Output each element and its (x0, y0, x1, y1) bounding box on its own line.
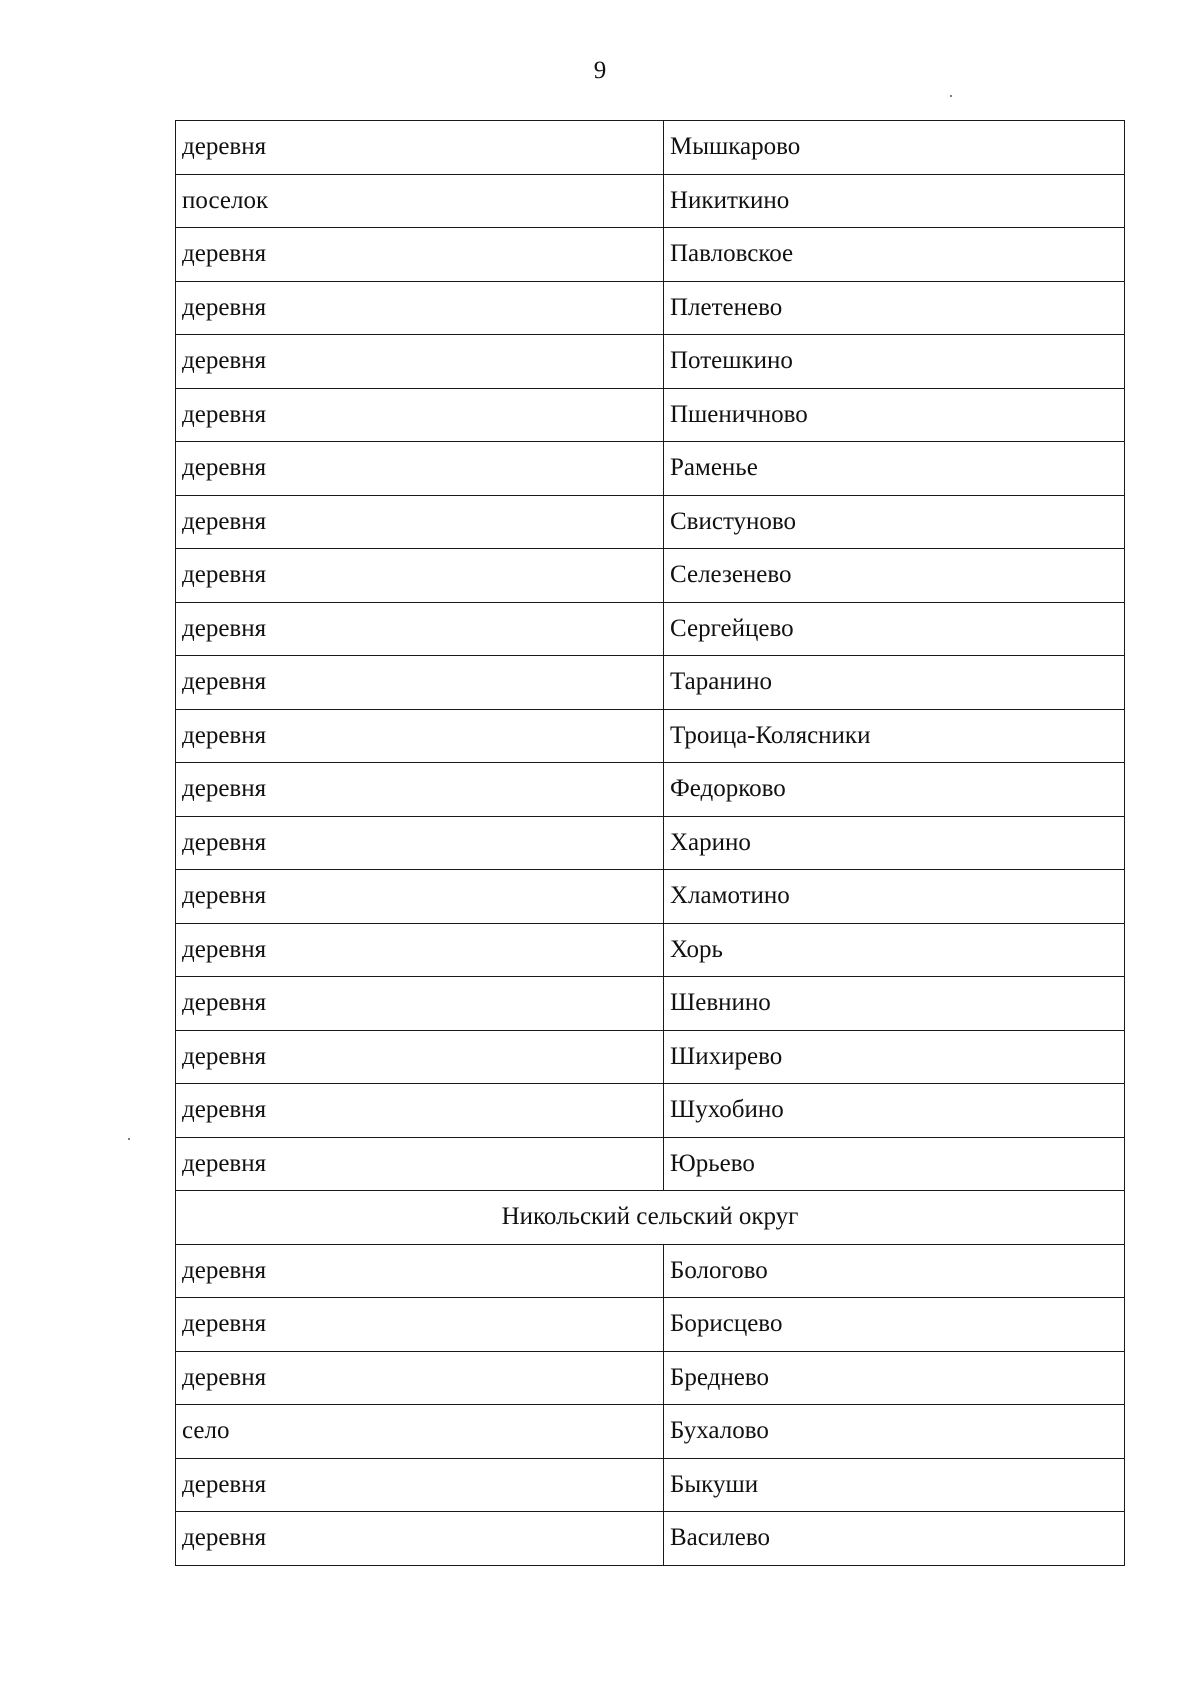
settlement-type-cell: деревня (176, 228, 664, 282)
table-row (176, 1244, 1125, 1298)
settlement-name-cell: Федорково (664, 763, 1125, 817)
settlement-type-cell: деревня (176, 495, 664, 549)
settlement-name-cell: Сергейцево (664, 602, 1125, 656)
settlement-name-cell: Шевнино (664, 977, 1125, 1031)
table-row (176, 816, 1125, 870)
settlement-name-cell: Юрьево (664, 1137, 1125, 1191)
table-row (176, 388, 1125, 442)
settlement-type-cell: деревня (176, 656, 664, 710)
table-row (176, 656, 1125, 710)
settlement-type-cell: деревня (176, 1458, 664, 1512)
settlement-name-cell: Хорь (664, 923, 1125, 977)
table-row (176, 442, 1125, 496)
settlement-type-cell: село (176, 1405, 664, 1459)
settlement-name-cell: Шихирево (664, 1030, 1125, 1084)
section-title: Никольский сельский округ (176, 1191, 1125, 1245)
table-row (176, 281, 1125, 335)
settlement-name-cell: Раменье (664, 442, 1125, 496)
settlements-table (175, 120, 1125, 1566)
settlement-type-cell: деревня (176, 1084, 664, 1138)
table-row (176, 1030, 1125, 1084)
settlement-name-cell: Бухалово (664, 1405, 1125, 1459)
table-row (176, 709, 1125, 763)
settlement-name-cell: Павловское (664, 228, 1125, 282)
table-row (176, 923, 1125, 977)
settlement-type-cell: деревня (176, 816, 664, 870)
settlement-name-cell: Потешкино (664, 335, 1125, 389)
table-row (176, 602, 1125, 656)
scan-speck (950, 95, 952, 97)
table-row (176, 1084, 1125, 1138)
settlement-name-cell: Никиткино (664, 174, 1125, 228)
settlement-name-cell: Свистуново (664, 495, 1125, 549)
section-header-row (176, 1191, 1125, 1245)
settlement-type-cell: деревня (176, 388, 664, 442)
table-row (176, 228, 1125, 282)
settlement-name-cell: Шухобино (664, 1084, 1125, 1138)
settlement-name-cell: Быкуши (664, 1458, 1125, 1512)
settlement-type-cell: деревня (176, 281, 664, 335)
settlement-type-cell: деревня (176, 442, 664, 496)
settlement-name-cell: Хламотино (664, 870, 1125, 924)
settlement-name-cell: Харино (664, 816, 1125, 870)
settlement-name-cell: Борисцево (664, 1298, 1125, 1352)
table-row (176, 549, 1125, 603)
table-row (176, 121, 1125, 175)
settlement-name-cell: Селезенево (664, 549, 1125, 603)
settlement-name-cell: Плетенево (664, 281, 1125, 335)
scan-speck (128, 1138, 130, 1140)
table-row (176, 1351, 1125, 1405)
settlement-type-cell: деревня (176, 1244, 664, 1298)
table-row (176, 1137, 1125, 1191)
settlement-name-cell: Бологово (664, 1244, 1125, 1298)
table-row (176, 1458, 1125, 1512)
settlement-type-cell: деревня (176, 549, 664, 603)
settlement-name-cell: Мышкарово (664, 121, 1125, 175)
table-row (176, 1512, 1125, 1566)
page-number: 9 (593, 57, 607, 84)
settlement-type-cell: деревня (176, 1137, 664, 1191)
table-row (176, 1405, 1125, 1459)
table-row (176, 1298, 1125, 1352)
settlement-name-cell: Пшеничново (664, 388, 1125, 442)
table-row (176, 495, 1125, 549)
settlement-type-cell: деревня (176, 763, 664, 817)
settlement-type-cell: деревня (176, 335, 664, 389)
settlement-name-cell: Троица-Колясники (664, 709, 1125, 763)
settlement-type-cell: деревня (176, 870, 664, 924)
settlement-name-cell: Бреднево (664, 1351, 1125, 1405)
settlement-type-cell: деревня (176, 1512, 664, 1566)
settlement-type-cell: деревня (176, 977, 664, 1031)
table-row (176, 763, 1125, 817)
settlement-name-cell: Таранино (664, 656, 1125, 710)
settlement-name-cell: Василево (664, 1512, 1125, 1566)
settlement-type-cell: поселок (176, 174, 664, 228)
settlement-type-cell: деревня (176, 1351, 664, 1405)
settlement-type-cell: деревня (176, 709, 664, 763)
settlement-type-cell: деревня (176, 923, 664, 977)
settlements-table-body (176, 121, 1125, 1566)
table-row (176, 870, 1125, 924)
settlement-type-cell: деревня (176, 1030, 664, 1084)
table-row (176, 335, 1125, 389)
settlement-type-cell: деревня (176, 121, 664, 175)
table-row (176, 977, 1125, 1031)
settlement-type-cell: деревня (176, 602, 664, 656)
table-row (176, 174, 1125, 228)
settlement-type-cell: деревня (176, 1298, 664, 1352)
